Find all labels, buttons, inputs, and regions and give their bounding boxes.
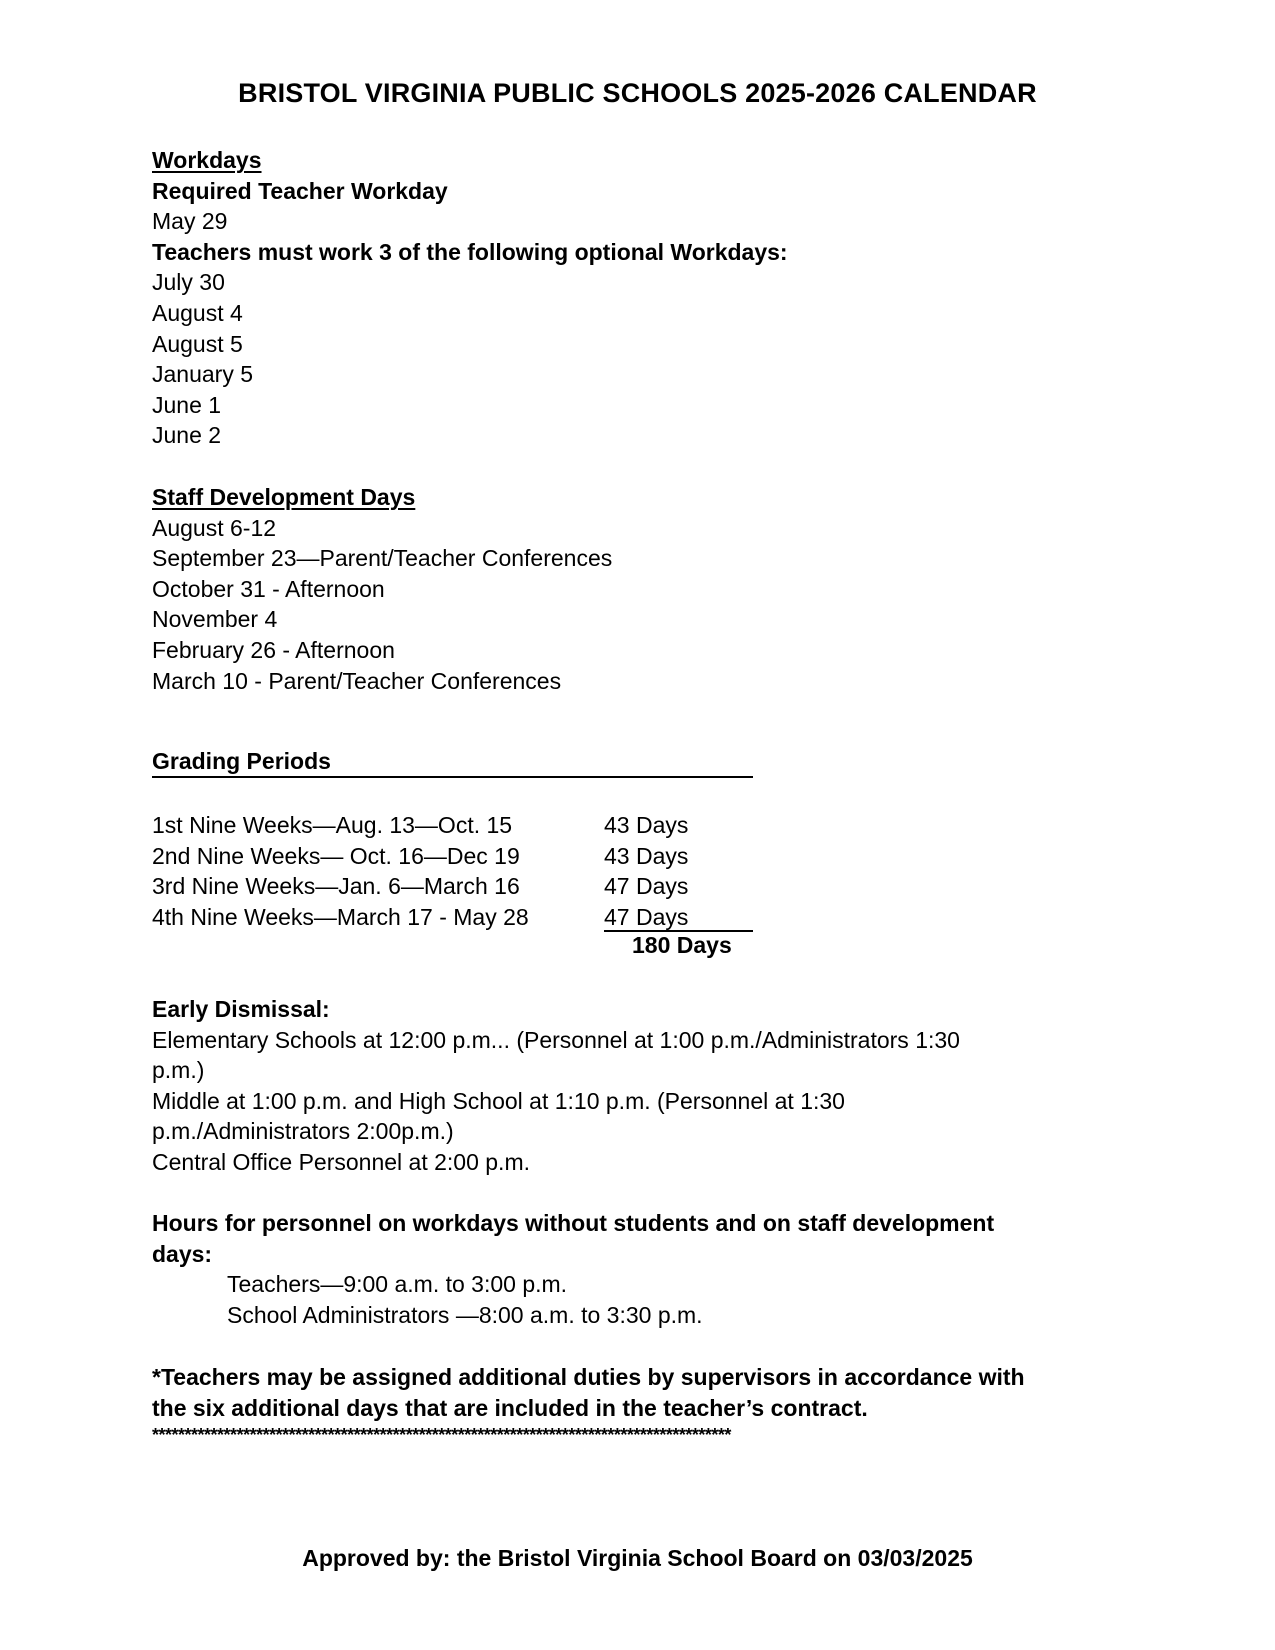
grading-period-name: 2nd Nine Weeks— Oct. 16—Dec 19 bbox=[152, 842, 520, 869]
workdays-section bbox=[152, 145, 788, 451]
hours-heading-continued: days: bbox=[152, 1240, 213, 1267]
staff-development-item: September 23—Parent/Teacher Conferences bbox=[152, 545, 613, 572]
staff-development-item: November 4 bbox=[152, 606, 278, 633]
grading-period-name: 1st Nine Weeks—Aug. 13—Oct. 15 bbox=[152, 812, 513, 838]
optional-workday: June 2 bbox=[152, 422, 222, 449]
grading-period-days: 43 Days bbox=[604, 812, 689, 838]
early-dismissal-line: Central Office Personnel at 2:00 p.m. bbox=[152, 1148, 530, 1175]
optional-workday: August 4 bbox=[152, 299, 243, 326]
staff-development-section bbox=[152, 482, 612, 696]
early-dismissal-line: Middle at 1:00 p.m. and High School at 1:10 p.m. (Personnel at 1:30 bbox=[152, 1087, 845, 1114]
staff-development-item: August 6-12 bbox=[152, 514, 277, 541]
optional-workday: June 1 bbox=[152, 391, 222, 418]
document-title: BRISTOL VIRGINIA PUBLIC SCHOOLS 2025-2026 CALENDAR bbox=[238, 78, 1037, 108]
required-workday-date: May 29 bbox=[152, 208, 228, 235]
footnote-section bbox=[152, 1362, 1025, 1423]
grading-periods-heading-text: Grading Periods bbox=[152, 748, 331, 774]
hours-item: Teachers—9:00 a.m. to 3:00 p.m. bbox=[227, 1271, 568, 1298]
grading-period-days: 47 Days bbox=[604, 873, 689, 900]
staff-development-item: February 26 - Afternoon bbox=[152, 636, 395, 663]
approval-statement: Approved by: the Bristol Virginia School Board on 03/03/2025 bbox=[302, 1545, 973, 1571]
early-dismissal-line: p.m./Administrators 2:00p.m.) bbox=[152, 1118, 454, 1145]
early-dismissal-line: Elementary Schools at 12:00 p.m... (Personnel at 1:00 p.m./Administrators 1:30 bbox=[152, 1026, 960, 1053]
optional-workdays-label: Teachers must work 3 of the following optional Workdays: bbox=[152, 238, 788, 265]
grading-period-days: 47 Days bbox=[604, 902, 753, 932]
staff-development-item: October 31 - Afternoon bbox=[152, 575, 385, 602]
grading-periods-heading bbox=[152, 748, 753, 778]
staff-development-item: March 10 - Parent/Teacher Conferences bbox=[152, 667, 562, 694]
early-dismissal-section bbox=[152, 994, 960, 1178]
footnote-line: *Teachers may be assigned additional duties by supervisors in accordance with bbox=[152, 1364, 1025, 1390]
hours-heading: Hours for personnel on workdays without students and on staff development bbox=[152, 1210, 995, 1236]
asterisk-separator: ***************************************************************************************** bbox=[152, 1425, 731, 1445]
grading-period-name: 3rd Nine Weeks—Jan. 6—March 16 bbox=[152, 873, 520, 900]
hours-item: School Administrators —8:00 a.m. to 3:30 p.m. bbox=[227, 1301, 703, 1328]
staff-development-heading: Staff Development Days bbox=[152, 484, 416, 510]
required-workday-label: Required Teacher Workday bbox=[152, 177, 448, 204]
early-dismissal-heading: Early Dismissal: bbox=[152, 996, 330, 1022]
hours-section bbox=[152, 1208, 994, 1330]
optional-workday: July 30 bbox=[152, 269, 225, 296]
workdays-heading: Workdays bbox=[152, 147, 262, 173]
grading-period-days: 43 Days bbox=[604, 842, 689, 869]
early-dismissal-line: p.m.) bbox=[152, 1057, 205, 1084]
grading-total-days: 180 Days bbox=[632, 932, 732, 958]
optional-workday: August 5 bbox=[152, 330, 243, 357]
optional-workday: January 5 bbox=[152, 361, 254, 388]
footnote-line: the six additional days that are included in the teacher’s contract. bbox=[152, 1394, 868, 1421]
grading-period-name: 4th Nine Weeks—March 17 - May 28 bbox=[152, 903, 529, 930]
